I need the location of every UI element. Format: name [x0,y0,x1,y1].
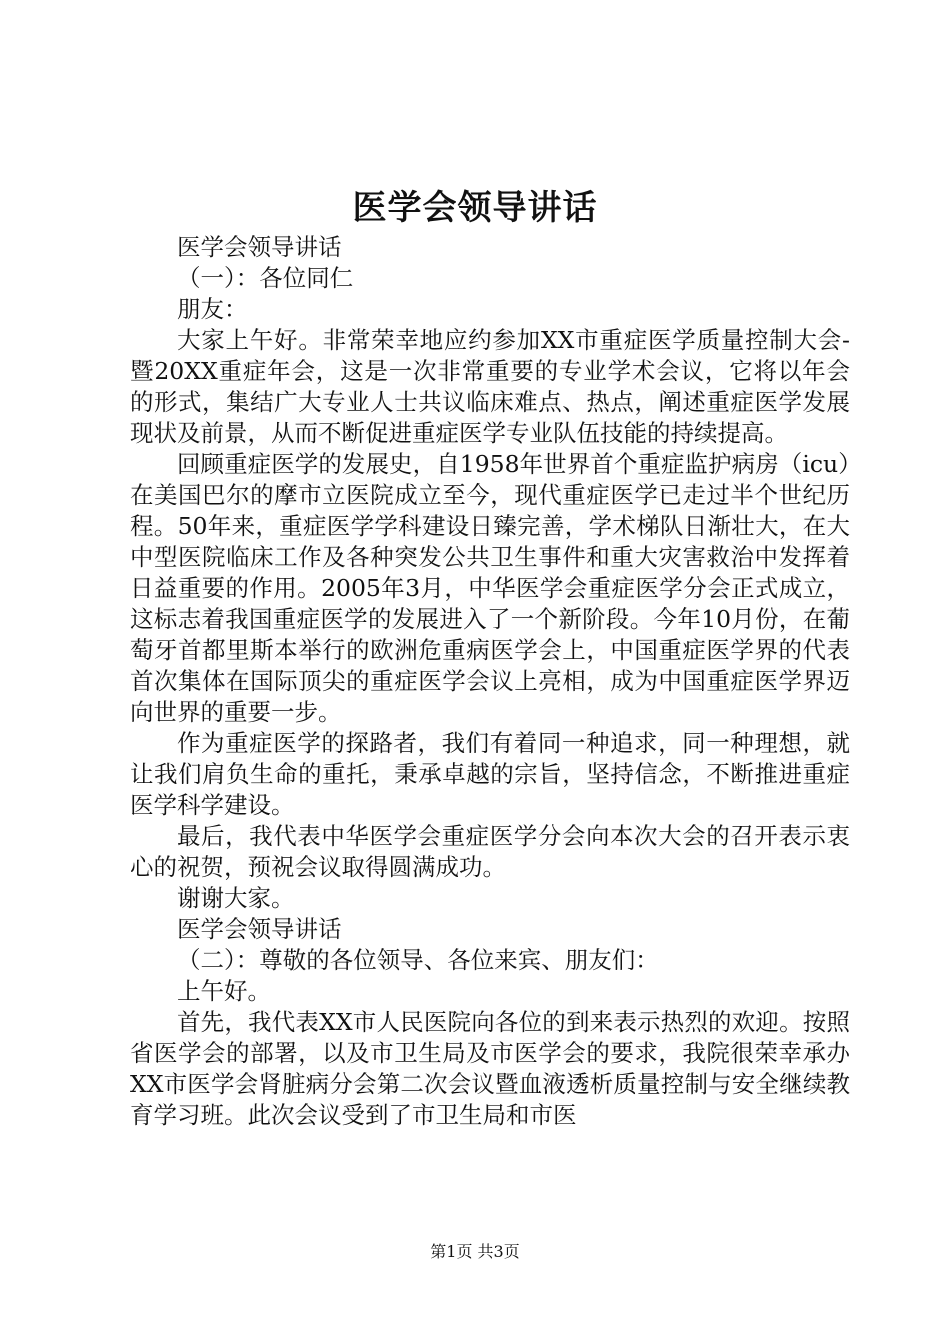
paragraph-opening: 大家上午好。非常荣幸地应约参加XX市重症医学质量控制大会-暨20XX重症年会，这是一次非常重要的专业学术会议，它将以年会的形式，集结广大专业人士共议临床难点、热点，阐述重症医学发展现状及前景，从而不断促进重症医学专业队伍技能的持续提高。 [130,326,850,447]
paragraph-section-1: （一）：各位同仁 [177,264,354,292]
paragraph-heading-1: 医学会领导讲话 [177,233,342,261]
document-body [130,232,850,1131]
paragraph-history: 回顾重症医学的发展史，自1958年世界首个重症监护病房（icu）在美国巴尔的摩市立医院成立至今，现代重症医学已走过半个世纪历程。50年来，重症医学学科建设日臻完善，学术梯队日渐壮大，在大中型医院临床工作及各种突发公共卫生事件和重大灾害救治中发挥着日益重要的作用。2005年3月，中华医学会重症医学分会正式成立，这标志着我国重症医学的发展进入了一个新阶段。今年10月份，在葡萄牙首都里斯本举行的欧洲危重病医学会上，中国重症医学界的代表首次集体在国际顶尖的重症医学会议上亮相，成为中国重症医学界迈向世界的重要一步。 [130,450,850,726]
paragraph-salutation-1: 朋友： [177,295,248,323]
paragraph-section-2: （二）：尊敬的各位领导、各位来宾、朋友们： [177,946,659,974]
document-title: 医学会领导讲话 [352,188,598,228]
paragraph-welcome: 首先，我代表XX市人民医院向各位的到来表示热烈的欢迎。按照省医学会的部署，以及市卫生局及市医学会的要求，我院很荣幸承办XX市医学会肾脏病分会第二次会议暨血液透析质量控制与安全继续教育学习班。此次会议受到了市卫生局和市医 [130,1008,850,1129]
paragraph-closing: 最后，我代表中华医学会重症医学分会向本次大会的召开表示衷心的祝贺，预祝会议取得圆满成功。 [130,822,850,881]
paragraph-thanks: 谢谢大家。 [177,884,295,912]
paragraph-heading-2: 医学会领导讲话 [177,915,342,943]
page-footer: 第1页 共3页 [430,1242,520,1261]
paragraph-pursuit: 作为重症医学的探路者，我们有着同一种追求，同一种理想，就让我们肩负生命的重托，秉承卓越的宗旨，坚持信念，不断推进重症医学科学建设。 [130,729,850,819]
paragraph-greeting-2: 上午好。 [177,977,271,1005]
